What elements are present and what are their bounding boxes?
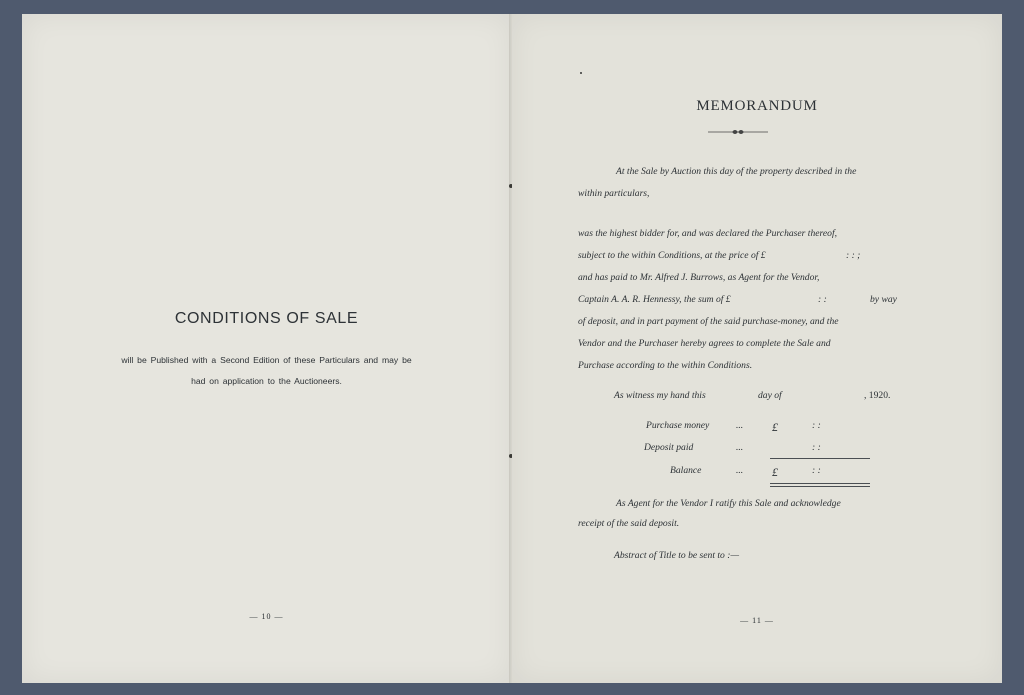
- purchase-money-pound: £: [772, 420, 778, 434]
- memo-line-1: At the Sale by Auction this day of the property described in the: [616, 166, 857, 177]
- deposit-paid-dots: ...: [736, 442, 744, 453]
- memo-line-6-end: by way: [870, 294, 897, 305]
- memo-line-2: within particulars,: [578, 188, 650, 199]
- right-page: [512, 14, 1002, 683]
- deposit-paid-label: Deposit paid: [644, 442, 694, 453]
- balance-rule-2: [770, 486, 870, 487]
- agent-line-2: receipt of the said deposit.: [578, 518, 680, 529]
- purchase-money-sep: : :: [812, 420, 821, 431]
- left-page: [22, 14, 511, 683]
- memo-line-9: Purchase according to the within Conditions.: [578, 360, 753, 371]
- agent-line-1: As Agent for the Vendor I ratify this Sale and acknowledge: [616, 498, 841, 509]
- memo-line-6-blanks: : :: [818, 294, 827, 305]
- deposit-paid-sep: : :: [812, 442, 821, 453]
- divider-ornament-icon: [708, 127, 768, 137]
- memo-line-3: was the highest bidder for, and was declared the Purchaser thereof,: [578, 228, 838, 239]
- ink-speck: [580, 72, 582, 74]
- memorandum-heading: MEMORANDUM: [696, 98, 818, 114]
- balance-sep: : :: [812, 465, 821, 476]
- memo-line-6: Captain A. A. R. Hennessy, the sum of £: [578, 294, 731, 305]
- witness-day-of: day of: [758, 390, 782, 401]
- memo-line-8: Vendor and the Purchaser hereby agrees to complete the Sale and: [578, 338, 831, 349]
- witness-text: As witness my hand this: [614, 390, 706, 401]
- page-number-right: — 11 —: [740, 616, 774, 625]
- abstract-of-title: Abstract of Title to be sent to :—: [614, 550, 739, 561]
- page-number-left: — 10 —: [249, 612, 284, 621]
- balance-label: Balance: [670, 465, 702, 476]
- conditions-of-sale-heading: CONDITIONS OF SALE: [174, 310, 359, 327]
- purchase-money-dots: ...: [736, 420, 744, 431]
- balance-dots: ...: [736, 465, 744, 476]
- balance-pound: £: [772, 465, 778, 479]
- witness-year: , 1920.: [864, 390, 891, 401]
- balance-rule-1: [770, 483, 870, 484]
- purchase-money-label: Purchase money: [646, 420, 710, 431]
- memo-line-7: of deposit, and in part payment of the said purchase-money, and the: [578, 316, 839, 327]
- memo-line-4: subject to the within Conditions, at the price of £: [578, 250, 766, 261]
- conditions-line-2: had on application to the Auctioneers.: [191, 376, 342, 386]
- memo-line-5: and has paid to Mr. Alfred J. Burrows, as Agent for the Vendor,: [578, 272, 820, 283]
- memo-line-4-blanks: : : ;: [846, 250, 861, 261]
- conditions-line-1: will be Published with a Second Edition of these Particulars and may be: [121, 355, 412, 365]
- deposit-rule: [770, 458, 870, 459]
